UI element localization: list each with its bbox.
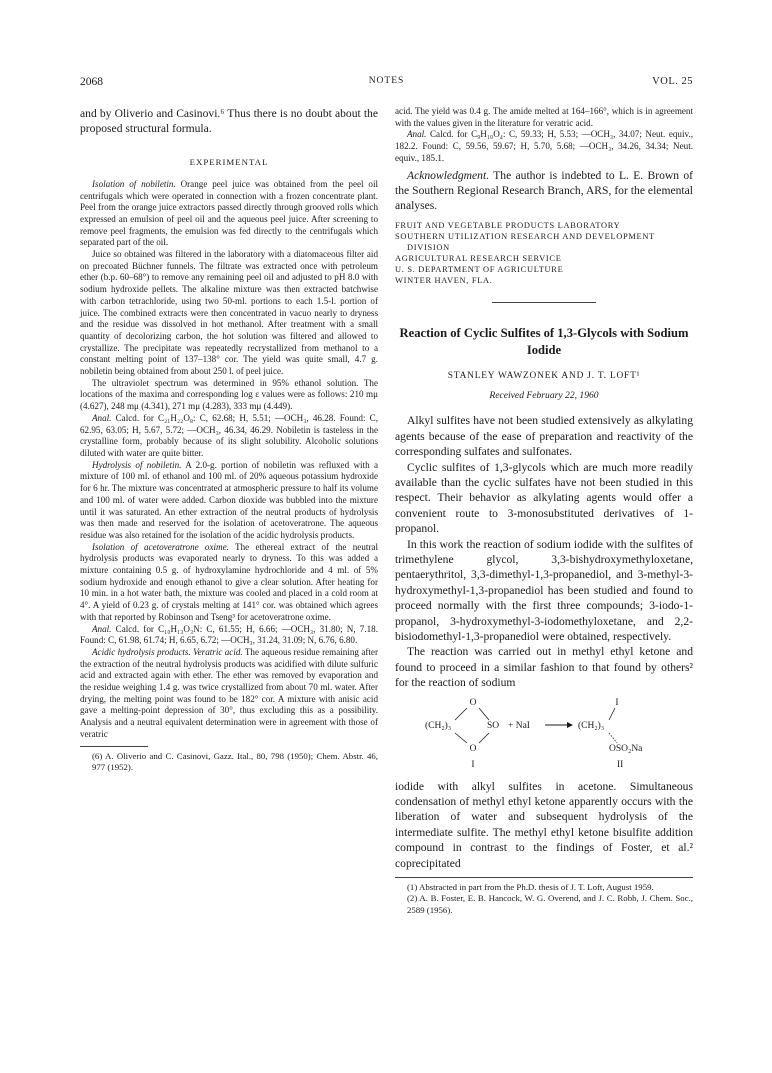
scheme-label-1: I <box>471 759 475 770</box>
volume-label: VOL. 25 <box>652 76 693 87</box>
footnote-rule <box>80 746 148 747</box>
paragraph-text: The aqueous residue remaining after the extraction of the neutral hydrolysis products was acidified with dilute sulfuric acid and extracted again with ether. The ether was removed by evaporation and the residue weighing 1.4 g. was twice crystallized from about 70 ml. water. After drying, the melting point was found to be 182° cor. A mixture with anisic acid gave a melting-point depression of 30°, thus excluding this as a possibility. Analysis and a neutral equivalent determination were in agreement with those of veratric <box>80 646 378 739</box>
footnote-2: (2) A. B. Foster, E. B. Hancock, W. G. Overend, and J. C. Robb, J. Chem. Soc., 2589 (1956). <box>407 893 693 915</box>
paragraph-alkyl-sulfites: Alkyl sulfites have not been studied extensively as alkylating agents because of the ease of preparation and reactivity of the corresponding sulfates and sulfonates. <box>395 414 693 459</box>
bond-line <box>479 708 489 720</box>
run-in-heading: Isolation of acetoveratrone oxime. <box>92 541 229 552</box>
bond-line <box>455 708 467 720</box>
paragraph-amide: acid. The yield was 0.4 g. The amide melted at 164–166°, which is in agreement with the values given in the literature for veratric acid. <box>395 106 693 128</box>
paragraph-oxime <box>80 542 378 624</box>
page-number: 2068 <box>80 76 103 88</box>
run-in-heading: Hydrolysis of nobiletin. <box>92 459 182 470</box>
scheme-sulfonate: OSO₂Na <box>609 743 643 754</box>
reaction-scheme <box>395 695 693 773</box>
right-column <box>395 106 693 916</box>
bond-line <box>609 733 617 743</box>
scheme-ring-product: (CH₂)₃ <box>578 720 605 731</box>
run-in-heading: Anal. <box>407 129 427 140</box>
paragraph-uv-spectrum: The ultraviolet spectrum was determined in 95% ethanol solution. The locations of the maxima and corresponding log ε values were as follows: 210 mμ (4.627), 248 mμ (4.341), 271 mμ (4.283), 333 mμ (4.449). <box>80 377 378 412</box>
paragraph-hydrolysis <box>80 460 378 542</box>
paragraph-reaction-conditions: The reaction was carried out in methyl ethyl ketone and found to proceed in a similar fashion to that found by others² for the reaction of sodium <box>395 645 693 690</box>
received-date: Received February 22, 1960 <box>489 390 599 402</box>
bond-line <box>609 708 615 720</box>
acknowledgment <box>395 168 693 214</box>
scheme-reagent: + NaI <box>508 720 530 731</box>
paragraph-cyclic-sulfites: Cyclic sulfites of 1,3-glycols which are much more readily available than the cyclic sulfates have not been studied in this respect. Their behavior as alkylating agents would offer a convenient route to 3-monosubstituted derivatives of 1-propanol. <box>395 460 693 536</box>
scheme-label-2: II <box>617 759 624 770</box>
scheme-o-bottom: O <box>469 743 477 754</box>
paragraph-analysis-oxime <box>80 624 378 647</box>
paragraph-text: Calcd. for C₉H₁₀O₄: C, 59.33; H, 5.53; —OCH₃, 34.07; Neut. equiv., 182.2. Found: C, 59.56, 59.67; H, 5.70, 5.68; —OCH₃, 34.26, 34.34; Neut. equiv., 185.1. <box>395 129 693 163</box>
address-line: WINTER HAVEN, FLA. <box>395 276 493 286</box>
footnote-rule <box>395 877 693 878</box>
paragraph-text: Calcd. for C₁₀H₁₃O₃N: C, 61.55; H, 6.66; —OCH₃, 31.80; N, 7.18. Found: C, 61.98, 61.74; H, 6.65, 6.72; —OCH₃, 31.24, 31.09; N, 6.76, 6.80. <box>80 623 378 646</box>
intro-paragraph: and by Oliverio and Casinovi.⁶ Thus there is no doubt about the proposed structural formula. <box>80 107 378 136</box>
paragraph-this-work: In this work the reaction of sodium iodide with the sulfites of trimethylene glycol, 3,3-bishydroxymethyloxetane, pentaerythritol, 3,3-dimethyl-1,3-propanediol, and 3-methyl-3-hydroxymethyl-1,3-propanediol has been studied and found to proceed normally with the first three compounds; 3-iodo-1-propanol, 3-hydroxymethyl-3-iodomethyloxetane, and 2,2-bisiodomethyl-1,3-propanediol were obtained, respectively. <box>395 537 693 643</box>
scheme-o-top: O <box>469 697 477 708</box>
address-line: AGRICULTURAL RESEARCH SERVICE <box>395 254 562 264</box>
arrow-head-icon <box>567 722 573 728</box>
address-line: FRUIT AND VEGETABLE PRODUCTS LABORATORY <box>395 220 621 230</box>
paragraph-text: A 2.0-g. portion of nobiletin was refluxed with a mixture of 100 ml. of ethanol and 100 ml. of 20% aqueous potassium hydroxide for 6 hr. The mixture was concentrated at atmospheric pressure to half its volume and 100 ml. of water were added. Carbon dioxide was bubbled into the mixture until it was saturated. An ether extraction of the neutral products of hydrolysis was then made and reserved for the isolation of acetoveratrone. The aqueous residue was also retained for the isolation of the acidic hydrolysis products. <box>80 459 378 540</box>
article-title: Reaction of Cyclic Sulfites of 1,3-Glycols with Sodium Iodide <box>399 326 689 358</box>
footnote-6: (6) A. Oliverio and C. Casinovi, Gazz. Ital., 80, 798 (1950); Chem. Abstr. 46, 977 (1952). <box>92 750 378 772</box>
run-in-heading: Anal. <box>92 412 112 423</box>
run-in-heading: Isolation of nobiletin. <box>92 178 176 189</box>
author-address <box>395 220 693 287</box>
paragraph-iodide-acetone: iodide with alkyl sulfites in acetone. Simultaneous condensation of methyl ethyl ketone apparently occurs with the liberation of water and subsequent hydrolysis of the intermediate sulfite. The methyl ethyl ketone bisulfite addition compound in contrast to the findings of Foster, et al.² coprecipitated <box>395 779 693 870</box>
bond-line <box>479 733 489 743</box>
paragraph-text: The author is indebted to L. E. Brown of the Southern Regional Research Branch, ARS, for the elemental analyses. <box>395 168 693 213</box>
address-line: U. S. DEPARTMENT OF AGRICULTURE <box>395 265 564 275</box>
page-header <box>80 76 693 92</box>
running-title: NOTES <box>368 76 405 86</box>
paragraph-text: Calcd. for C₂₁H₂₂O₈: C, 62.68; H, 5.51; —OCH₃, 46.28. Found: C, 62.95, 63.05; H, 5.67, 5.72; —OCH₃, 46.34, 46.29. Nobiletin is tasteless in the crystalline form, probably because of its slight solubility. Alcoholic solutions diluted with water are quite bitter. <box>80 412 378 458</box>
footnote-1: (1) Abstracted in part from the Ph.D. thesis of J. T. Loft, August 1959. <box>407 882 654 893</box>
paragraph-analysis-veratric <box>395 129 693 164</box>
scheme-sulfinyl: SO <box>487 720 500 731</box>
paragraph-isolation-nobiletin <box>80 179 378 249</box>
run-in-heading: Acknowledgment. <box>407 168 490 182</box>
left-column <box>80 106 378 773</box>
scheme-ring-reactant: (CH₂)₃ <box>425 720 452 731</box>
article-authors: STANLEY WAWZONEK AND J. T. LOFT¹ <box>447 371 641 382</box>
paragraph-acidic-products <box>80 647 378 741</box>
address-line: DIVISION <box>407 242 450 252</box>
address-line: SOUTHERN UTILIZATION RESEARCH AND DEVELOPMENT <box>395 231 655 241</box>
paragraph-juice-extraction: Juice so obtained was filtered in the laboratory with a diatomaceous filter aid on precoated Büchner funnels. The filtrate was extracted once with petroleum ether (b.p. 60–68°) to remove any remaining peel oil and adjusted to pH 8.0 with sodium hydroxide pellets. The alkaline mixture was then extracted batchwise with carbon tetrachloride, using two 50-ml. portions to each 1.5-l. portion of juice. The combined extracts were then concentrated in vacuo nearly to dryness and the residue was dissolved in hot methanol. After treatment with a small quantity of decolorizing carbon, the hot solution was filtered and allowed to crystallize. The precipitate was repeatedly recrystallized from methanol to a constant melting point of 137–138° cor. The yield was quite small, 4.7 g. nobiletin being obtained from about 250 l. of peel juice. <box>80 249 378 377</box>
bond-line <box>455 733 467 743</box>
paragraph-text: The ethereal extract of the neutral hydrolysis products was evaporated nearly to dryness. To this was added a mixture containing 0.5 g. of hydroxylamine hydrochloride and 4 ml. of 5% sodium hydroxide and enough ethanol to give a clear solution. After heating for 10 min. in a hot water bath, the mixture was cooled and placed in a cold room at 4°. A yield of 0.23 g. of crystals melting at 141° cor. was obtained which agrees with that reported by Robinson and Tseng³ for acetoveratrone oxime. <box>80 541 378 622</box>
section-rule <box>492 302 596 303</box>
paragraph-text: Orange peel juice was obtained from the peel oil centrifugals which were operated in connection with a frozen concentrate plant. Peel from the orange juice extractors passed directly through grooved rolls which expressed an emulsion of peel oil and the aqueous peel juice. After screening to remove peel fragments, the emulsion was fed directly to the centrifugals which separated part of the oil. <box>80 178 379 248</box>
run-in-heading: Acidic hydrolysis products. Veratric acid. <box>92 646 243 657</box>
paragraph-analysis-nobiletin <box>80 413 378 460</box>
experimental-heading: EXPERIMENTAL <box>189 156 269 167</box>
run-in-heading: Anal. <box>92 623 112 634</box>
scheme-iodine: I <box>615 697 619 708</box>
